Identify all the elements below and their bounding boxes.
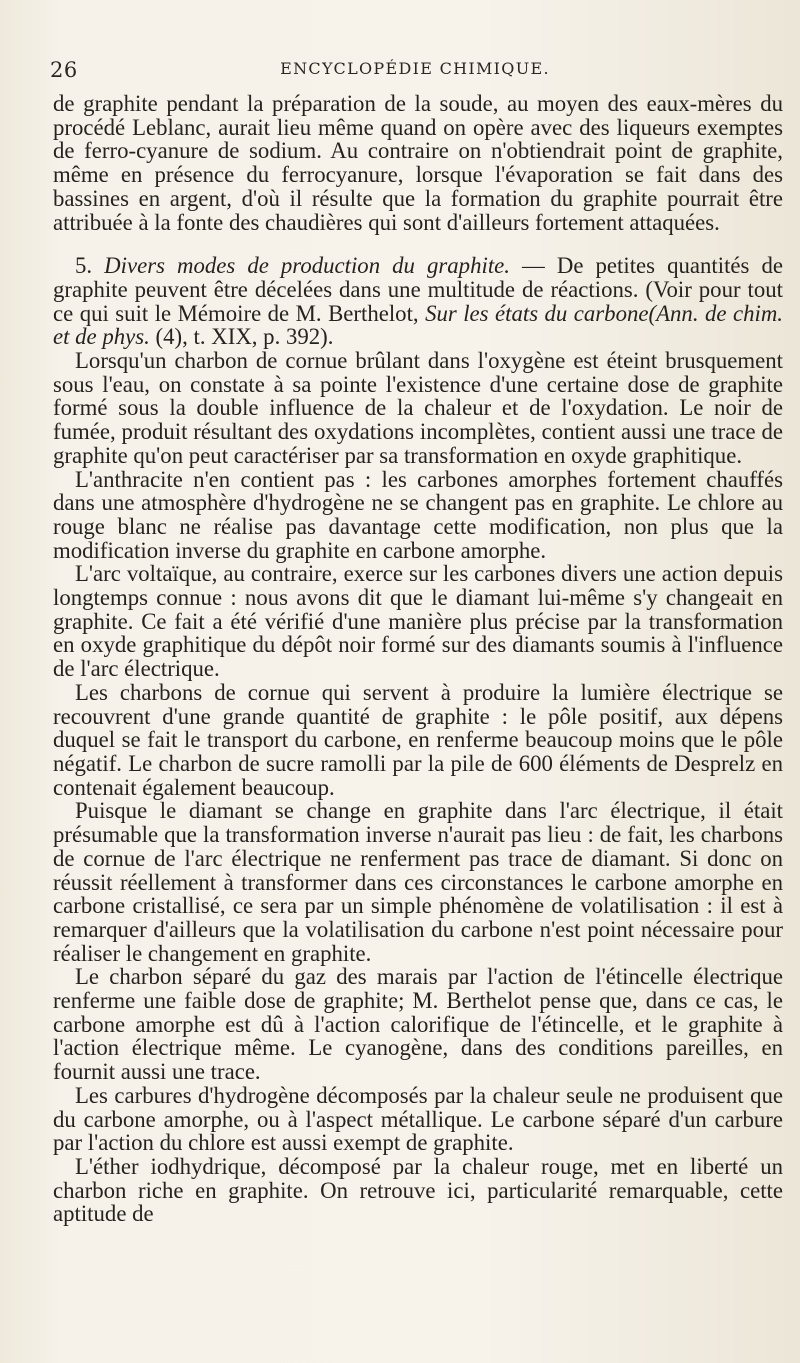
running-head: ENCYCLOPÉDIE CHIMIQUE.	[280, 59, 550, 78]
paragraph-4: L'anthracite n'en contient pas : les carbones amorphes fortement chauffés dans une atmosphère d'hydrogène ne se changent pas en graphite. Le chlore au rouge blanc ne réalise pas davantage cette modification, non plus que la modification inverse du graphite en carbone amorphe.	[53, 466, 783, 563]
section-number: 5.	[75, 253, 93, 279]
paragraph-6: Les charbons de cornue qui servent à produire la lumière électrique se recouvrent d'une grande quantité de graphite : le pôle positif, aux dépens duquel se fait le transport du carbone, en renferme beaucoup moins que le pôle négatif. Le charbon de sucre ramolli par la pile de 600 éléments de Desprelz en contenait également beaucoup.	[53, 679, 783, 800]
paragraph-7: Puisque le diamant se change en graphite dans l'arc électrique, il était présumable que la transformation inverse n'aurait pas lieu : de fait, les charbons de cornue de l'arc électrique ne renferment pas trace de diamant. Si donc on réussit réellement à transformer dans ces circonstances le carbone amorphe en carbone cristallisé, ce sera par un simple phénomène de volatilisation : il est à remarquer d'ailleurs que la volatilisation du carbone n'est point nécessaire pour réaliser le changement en graphite.	[53, 798, 783, 966]
reference-title: Sur les états du carbone	[425, 300, 649, 326]
paragraph-1: de graphite pendant la préparation de la soude, au moyen des eaux-mères du procédé Leblanc, aurait lieu même quand on opère avec des liqueurs exemptes de ferro-cyanure de sodium. Au contraire on n'obtiendrait point de graphite, même en présence du ferrocyanure, lorsque l'évaporation se fait dans des bassines en argent, d'où il résulte que la formation du graphite pourrait être attribuée à la fonte des chaudières qui sont d'ailleurs fortement attaquées.	[53, 91, 783, 235]
section-title: Divers modes de production du graphite.	[104, 253, 510, 279]
paragraph-9: Les carbures d'hydrogène décomposés par la chaleur seule ne produisent que du carbone amorphe, ou à l'aspect métallique. Le carbone séparé d'un carbure par l'action du chlore est aussi exempt de graphite.	[53, 1082, 783, 1156]
section-5-paragraph	[53, 254, 783, 349]
paragraph-8: Le charbon séparé du gaz des marais par l'action de l'étincelle électrique renferme une faible dose de graphite; M. Berthelot pense que, dans ce cas, le carbone amorphe est dû à l'action calorifique de l'étincelle, et le graphite à l'action électrique même. Le cyanogène, dans des conditions pareilles, en fournit aussi une trace.	[53, 964, 783, 1085]
page-number: 26	[50, 58, 78, 82]
paragraph-10: L'éther iodhydrique, décomposé par la chaleur rouge, met en liberté un charbon riche en graphite. On retrouve ici, particularité remarquable, cette aptitude de	[53, 1153, 783, 1227]
page-header	[50, 58, 780, 88]
reference-journal: (Ann. de chim. et de phys.	[53, 300, 783, 350]
paragraph-5: L'arc voltaïque, au contraire, exerce sur les carbones divers une action depuis longtemps connue : nous avons dit que le diamant lui-même s'y changeait en graphite. Ce fait a été vérifié d'une manière plus précise par la transformation en oxyde graphitique du dépôt noir formé sur des diamants soumis à l'influence de l'arc électrique.	[53, 561, 783, 682]
reference-citation: (4), t. XIX, p. 392).	[149, 324, 334, 350]
section-intro-text: — De petites quantités de graphite peuvent être décelées dans une multitude de réactions. (Voir pour tout ce qui suit le Mémoire de M. Berthelot,	[53, 253, 783, 326]
body-text	[53, 92, 783, 1226]
paragraph-3: Lorsqu'un charbon de cornue brûlant dans l'oxygène est éteint brusquement sous l'eau, on constate à sa pointe l'existence d'une certaine dose de graphite formé sous la double influence de la chaleur et de l'oxydation. Le noir de fumée, produit résultant des oxydations incomplètes, contient aussi une trace de graphite qu'on peut caractériser par sa transformation en oxyde graphitique.	[53, 348, 783, 468]
